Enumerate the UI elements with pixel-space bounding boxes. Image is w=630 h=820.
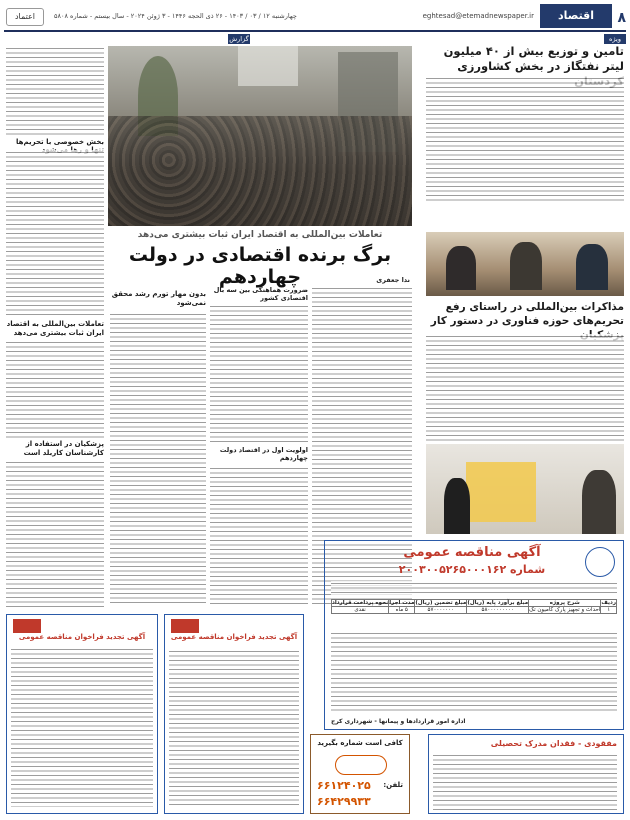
story-middle-right-title: مذاکرات بین‌المللی در راستای رفع تحریم‌های حوزه فناوری در دستور کار <box>430 301 624 327</box>
municipality-logo <box>585 547 615 577</box>
story-left-subhead-b: تعاملات بین‌المللی به اقتصاد ایران ثبات بیشتری می‌دهد <box>6 320 104 337</box>
tender-c-title: آگهی تجدید فراخوان مناقصه عمومی <box>170 633 298 641</box>
classifieds-phone1[interactable]: ۶۶۱۲۴۰۲۵ <box>317 779 371 792</box>
crowd-photo <box>108 46 412 226</box>
story-left-body-2 <box>6 150 104 318</box>
tender-main-number: شماره ۲۰۰۳۰۰۵۲۶۵۰۰۰۱۶۲ <box>398 563 546 576</box>
main-story-subhead-c: اولویت اول در اقتصاد دولت چهاردهم <box>219 446 308 462</box>
main-story-byline: ندا جعفری <box>376 276 410 284</box>
tender-table: ردیف شرح پروژه مبلغ برآورد پایه (ریال) مبلغ تضمین (ریال) مدت اجرا نحوه پرداخت قرارداد ۱ احداث و تجهیز پارک کامیون تک ۵۸۰۰۰۰۰۰۰۰۰ ۵۷۰۰۰۰۰۰۰ ۵ ماه نقدی <box>332 600 616 613</box>
expo-photo <box>426 444 624 534</box>
classifieds-ad: کافی است شماره بگیرید تلفن: ۶۶۱۲۴۰۲۵ ۶۶۴۲۹۹۳۳ <box>310 734 410 814</box>
tender-b-title: آگهی تجدید فراخوان مناقصه عمومی <box>18 633 146 641</box>
main-story-kicker: تعاملات بین‌المللی به اقتصاد ایران ثبات بیشتری می‌دهد <box>137 230 383 240</box>
story-left-subhead-c: پزشکیان در استفاده از کارشناسان کاربلد است <box>23 440 104 457</box>
report-label: گزارش <box>229 35 249 43</box>
story-left-body-1 <box>6 46 104 136</box>
loss-ad <box>428 734 624 814</box>
page-number: ۸ <box>617 10 626 26</box>
story-middle-right-body <box>426 334 624 442</box>
main-story-col-2b <box>210 466 308 606</box>
main-story-title: برگ برنده اقتصادی در دولت چهاردهم <box>128 244 392 288</box>
date-line: چهارشنبه ۱۲ / ۰۳ / ۱۴۰۳ - ۲۶ ذی الحجه ۱۴۴۶ - ۳ ژوئن ۲۰۲۴ - سال بیستم - شماره ۵۸۰۸ <box>54 12 297 20</box>
main-story-subhead-a: بدون مهار تورم رشد محقق نمی‌شود <box>111 290 206 307</box>
main-story-col-2a <box>210 304 308 444</box>
newspaper-logo: اعتماد <box>6 8 44 26</box>
website[interactable]: eghtesad@etemadnewspaper.ir <box>422 12 534 20</box>
story-left-body-4 <box>6 460 104 610</box>
tender-ad-b <box>6 614 158 814</box>
page-header <box>4 6 626 32</box>
loss-title: مفقودی - فقدان مدرک تحصیلی <box>490 739 617 748</box>
tender-ad-main <box>324 540 624 730</box>
meeting-photo <box>426 232 624 296</box>
news-label: ویژه <box>604 34 626 44</box>
story-left-body-3 <box>6 340 104 438</box>
classifieds-phone2[interactable]: ۶۶۴۲۹۹۳۳ <box>317 795 371 808</box>
story-top-right-body <box>426 76 624 204</box>
section-tab[interactable]: اقتصاد <box>540 4 612 28</box>
tender-main-title: آگهی مناقصه عمومی <box>403 545 541 560</box>
classifieds-title: کافی است شماره بگیرید <box>317 739 403 747</box>
main-story-subhead-b: ضرورت هماهنگی بین سه بال اقتصادی کشور <box>213 286 308 302</box>
main-story-col-3 <box>110 312 206 606</box>
tender-main-footer: اداره امور قراردادها و پیمانها - شهرداری کرج <box>331 718 466 725</box>
story-left-subhead-a: بخش خصوصی با تحریم‌ها <box>16 138 104 146</box>
tender-ad-c <box>164 614 304 814</box>
story-top-right-title: تامین و توزیع بیش از ۴۰ میلیون لیتر نفتگاز در بخش کشاورزی <box>443 44 624 73</box>
